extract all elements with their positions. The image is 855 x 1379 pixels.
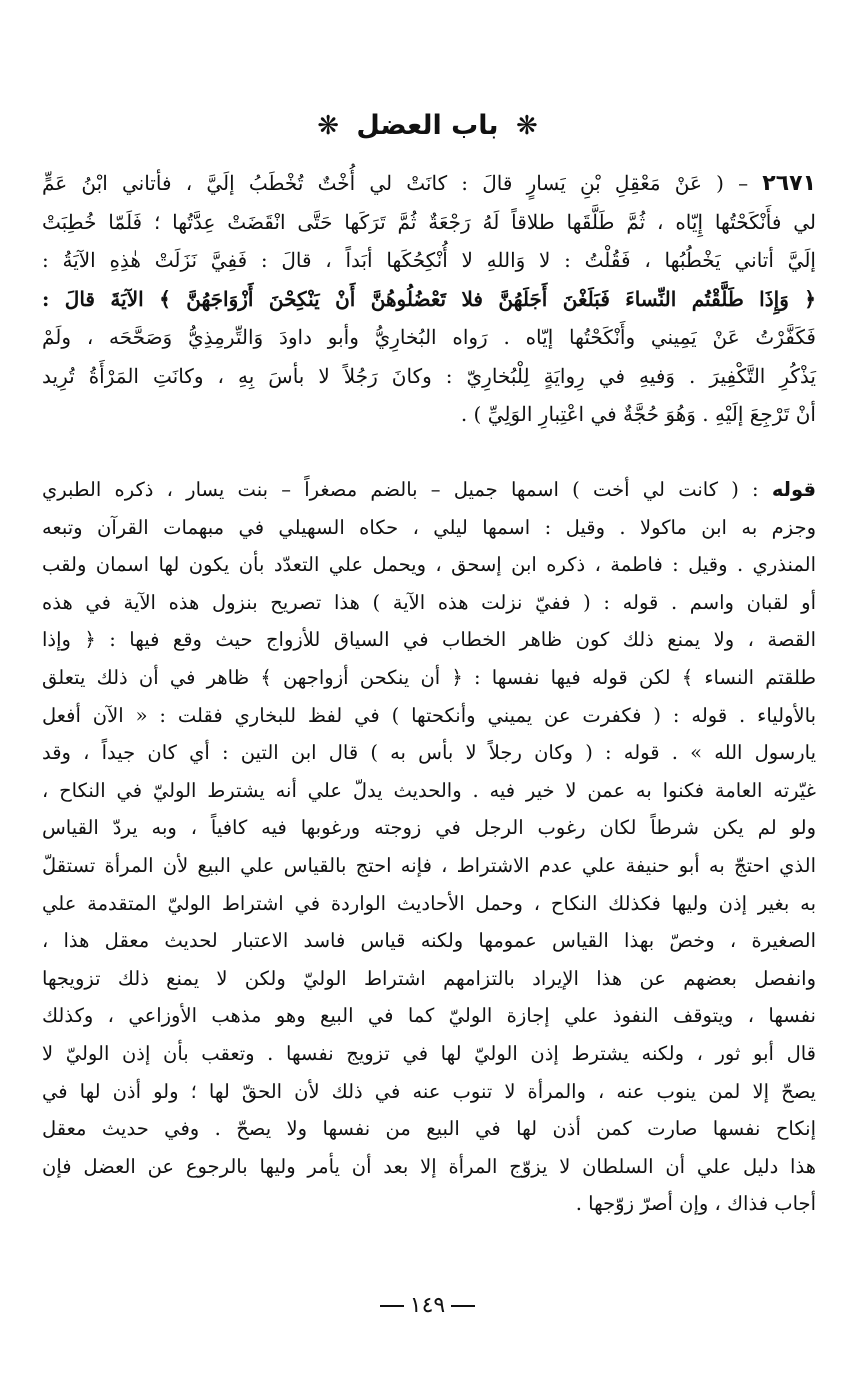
ornament-star-icon: ❋ — [317, 111, 340, 141]
commentary-line: طلقتم النساء ﴾ لكن قوله فيها نفسها : ﴿ أن ينكحن أزواجهن ﴾ ظاهر في أن ذلك يتعلق — [42, 665, 816, 689]
commentary-line: الذي احتجّ به أبو حنيفة علي عدم الاشتراط ، فإنه احتج بالقياس علي البيع لأن المرأة تستقلّ — [42, 853, 816, 877]
hadith-line: لي فأَنْكَحْتُها إِيّاه ، ثُمَّ طَلَّقَها طلاقاً لَهُ رَجْعَةٌ ثُمَّ تَرَكَها حَتَّى انْقَضَتْ عِدَّتُها ؛ فَلَمّا خُطِبَتْ — [42, 209, 816, 234]
commentary-line: وانفصل بعضهم عن هذا الإيراد بالتزامهم اشتراط الوليّ ولكن لا يمنع ذلك تزويجها — [42, 966, 816, 990]
commentary-line: وجزم به ابن ماكولا . وقيل : اسمها ليلي ، حكاه السهيلي في مبهمات القرآن وتبعه — [42, 515, 816, 539]
commentary-line: الصغيرة ، وخصّ بهذا القياس عمومها ولكنه قياس فاسد الاعتبار لحديث معقل هذا ، — [42, 929, 816, 953]
page-number-text: ١٤٩ — [409, 1293, 446, 1318]
commentary-line: أجاب فذاك ، وإن أصرّ زوّجها . — [575, 1192, 816, 1216]
ornament-star-icon: ❋ — [515, 111, 538, 141]
commentary-line: نفسها ، ويتوقف النفوذ علي إجازة الوليّ كما في البيع وهو مذهب الأوزاعي ، وكذلك — [42, 1004, 816, 1028]
commentary-line: قال أبو ثور ، ولكنه يشترط إذن الوليّ لها في تزويج نفسها . وتعقب بأن إذن الوليّ لا — [42, 1041, 816, 1065]
hadith-line: ﴿ وَإِذَا طَلَّقْتُم النِّساءَ فَبَلَغْنَ أَجَلَهُنَّ فلا تَعْضُلُوهُنَّ أَنْ يَنْكِحْنَ أَزْوَاجَهُنَّ ﴾ الآيَةَ قالَ : — [42, 286, 816, 311]
commentary-line: قوله : ( كانت لي أخت ) اسمها جميل – بالضم مصغراً – بنت يسار ، ذكره الطبري — [42, 478, 816, 501]
commentary-line: ولو لم يكن شرطاً لكان رغوب الرجل في زوجته ورغوبها فيه كافياً ، وبه يردّ القياس — [42, 816, 816, 840]
page-number — [0, 1288, 855, 1324]
chapter-heading — [0, 106, 855, 146]
hadith-line: يَذْكُرِ التَّكْفِيرَ . وَفيهِ في رِوايَةٍ لِلْبُخارِيّ : وكانَ رَجُلاً لا بأسَ بِهِ ، وكانَتِ المَرْأَةُ تُرِيد — [42, 363, 816, 388]
commentary-line: القصة ، ولا يمنع ذلك كون ظاهر الخطاب في السياق للأزواج حيث وقع فيها : ﴿ وإذا — [42, 628, 816, 652]
commentary-line: هذا دليل علي أن السلطان لا يزوّج المرأة إلا بعد أن يأمر وليها بالرجوع عن العضل فإن — [42, 1154, 816, 1178]
page-number-dash — [380, 1305, 404, 1307]
commentary-line: يارسول الله » . قوله : ( وكان رجلاً لا بأس به ) قال ابن التين : أي كان جيداً ، وقد — [42, 741, 816, 765]
commentary-line: يصحّ إلا لمن ينوب عنه ، والمرأة لا تنوب عنه في ذلك لأن الحقّ لها ؛ ولو أذن لها في — [42, 1079, 816, 1103]
commentary-text — [42, 471, 816, 1223]
chapter-title: باب العضل — [356, 110, 499, 141]
hadith-text — [42, 164, 816, 434]
commentary-line: إنكاح نفسها صارت كمن أذن لها في البيع من نفسها ولا يصحّ . وفي حديث معقل — [42, 1117, 816, 1141]
commentary-line: المنذري . وقيل : فاطمة ، ذكره ابن إسحق ، ويحمل علي التعدّد بأن يكون لها اسمان ولقب — [42, 553, 816, 577]
hadith-number: ٢٦٧١ — [762, 171, 817, 196]
commentary-line: بالأولياء . قوله : ( فكفرت عن يميني وأنكحتها ) في لفظ للبخاري فقلت : « الآن أفعل — [42, 703, 816, 727]
commentary-keyword: قوله — [771, 478, 816, 501]
hadith-line: ٢٦٧١ – ( عَنْ مَعْقِلِ بْنِ يَسارٍ قالَ : كانَتْ لي أُخْتٌ تُخْطَبُ إلَيَّ ، فأتاني ابْنُ عَمٍّ — [42, 171, 817, 196]
hadith-line: أنْ تَرْجِعَ إلَيْهِ . وَهُوَ حُجَّةٌ في اعْتِبارِ الوَلِيِّ ) . — [460, 402, 816, 426]
commentary-line: به بغير إذن وليها فكذلك النكاح ، وحمل الأحاديث الواردة في اشتراط الوليّ المتقدمة علي — [42, 891, 816, 915]
hadith-line: إلَيَّ أتاني يَخْطُبُها ، فَقُلْتُ : لا وَاللهِ لا أُنْكِحُكَها أبَداً ، قالَ : فَفِيَّ نَزَلَتْ هٰذِهِ الآيَةُ : — [42, 248, 816, 272]
page-number-dash — [451, 1305, 475, 1307]
hadith-line: فَكَفَّرْتُ عَنْ يَمِيني وأَنْكَحْتُها إيّاه . رَواه البُخارِيُّ وأبو داودَ وَالتِّرمِذِيُّ وَصَحَّحَه ، ولَمْ — [42, 325, 816, 349]
commentary-line: أو لقبان واسم . قوله : ( ففيّ نزلت هذه الآية ) هذا تصريح بنزول هذه الآية في هذه — [42, 590, 816, 614]
commentary-line: غيّرته العامة فكنوا به عمن لا خير فيه . والحديث يدلّ علي أنه يشترط الوليّ في النكاح ، — [42, 778, 816, 802]
